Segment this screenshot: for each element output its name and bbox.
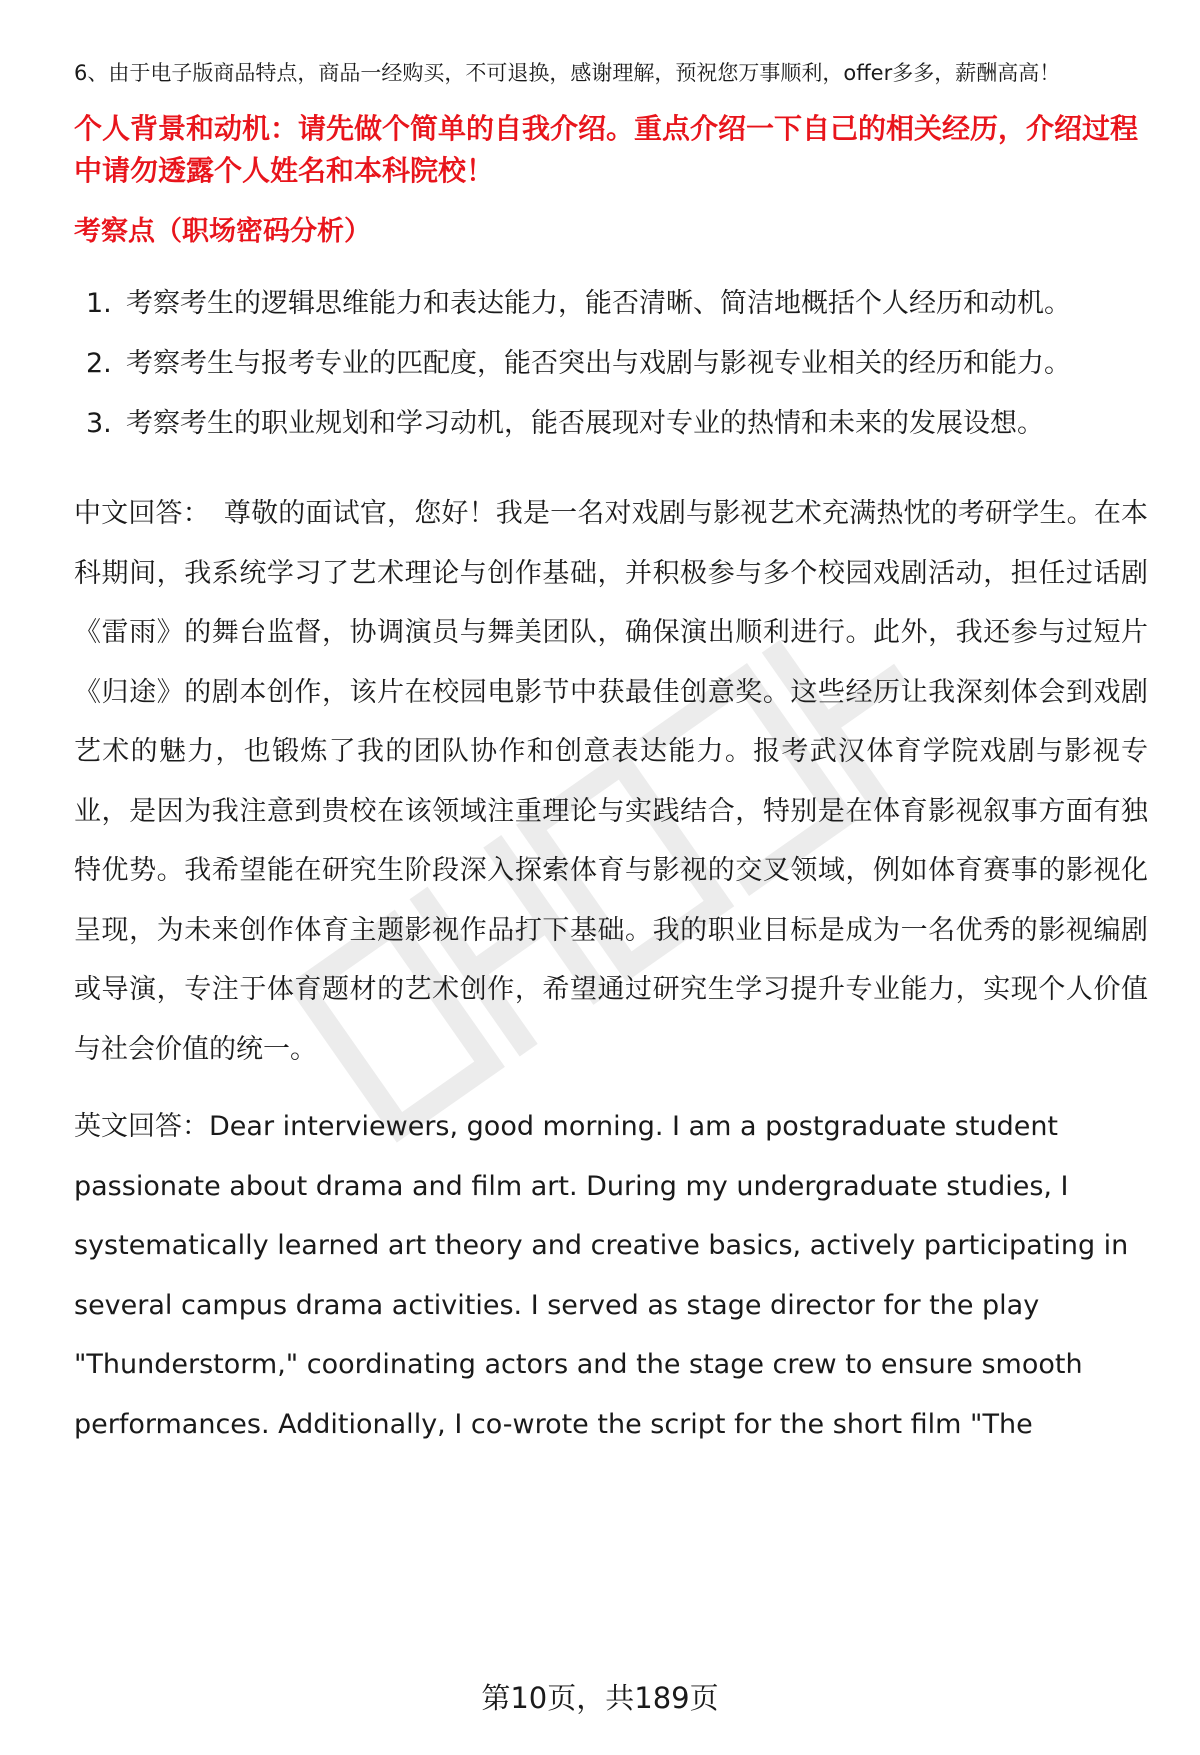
list-item	[74, 274, 1148, 334]
list-item	[74, 334, 1148, 394]
english-answer-text: Dear interviewers, good morning. I am a postgraduate student passionate about drama and film art. During my undergraduate studies, I systematically learned art theory and creative basics, actively participating in several campus drama activities. I served as stage director for the play "Thunderstorm," coordinating actors and the stage crew to ensure smooth performances. Additionally, I co-wrote the script for the short film "The	[74, 1111, 1129, 1440]
list-item-text: 考察考生的逻辑思维能力和表达能力，能否清晰、简洁地概括个人经历和动机。	[126, 288, 1071, 319]
list-item-text: 考察考生与报考专业的匹配度，能否突出与戏剧与影视专业相关的经历和能力。	[126, 348, 1071, 379]
question-heading: 个人背景和动机：请先做个简单的自我介绍。重点介绍一下自己的相关经历，介绍过程中请勿透露个人姓名和本科院校！	[74, 112, 1139, 187]
english-answer-label: 英文回答：	[74, 1111, 209, 1142]
list-item	[74, 394, 1148, 454]
document-page	[74, 58, 1148, 1454]
list-item-number: 1.	[86, 288, 112, 319]
list-item-number: 2.	[86, 348, 112, 379]
page-number-footer: 第10页，共189页	[481, 1681, 719, 1715]
points-heading: 考察点（职场密码分析）	[74, 216, 371, 247]
english-answer	[74, 1097, 1148, 1454]
assessment-points-list	[74, 274, 1148, 454]
chinese-answer-label: 中文回答：	[74, 498, 210, 529]
chinese-answer	[74, 484, 1148, 1079]
chinese-answer-text: 尊敬的面试官，您好！我是一名对戏剧与影视艺术充满热忱的考研学生。在本科期间，我系统学习了艺术理论与创作基础，并积极参与多个校园戏剧活动，担任过话剧《雷雨》的舞台监督，协调演员与舞美团队，确保演出顺利进行。此外，我还参与过短片《归途》的剧本创作，该片在校园电影节中获最佳创意奖。这些经历让我深刻体会到戏剧艺术的魅力，也锻炼了我的团队协作和创意表达能力。报考武汉体育学院戏剧与影视专业，是因为我注意到贵校在该领域注重理论与实践结合，特别是在体育影视叙事方面有独特优势。我希望能在研究生阶段深入探索体育与影视的交叉领域，例如体育赛事的影视化呈现，为未来创作体育主题影视作品打下基础。我的职业目标是成为一名优秀的影视编剧或导演，专注于体育题材的艺术创作，希望通过研究生学习提升专业能力，实现个人价值与社会价值的统一。	[74, 498, 1148, 1065]
list-item-text: 考察考生的职业规划和学习动机，能否展现对专业的热情和未来的发展设想。	[126, 408, 1044, 439]
list-item-number: 3.	[86, 408, 112, 439]
purchase-note: 6、由于电子版商品特点，商品一经购买，不可退换，感谢理解，预祝您万事顺利，offer多多，薪酬高高！	[74, 61, 1061, 85]
